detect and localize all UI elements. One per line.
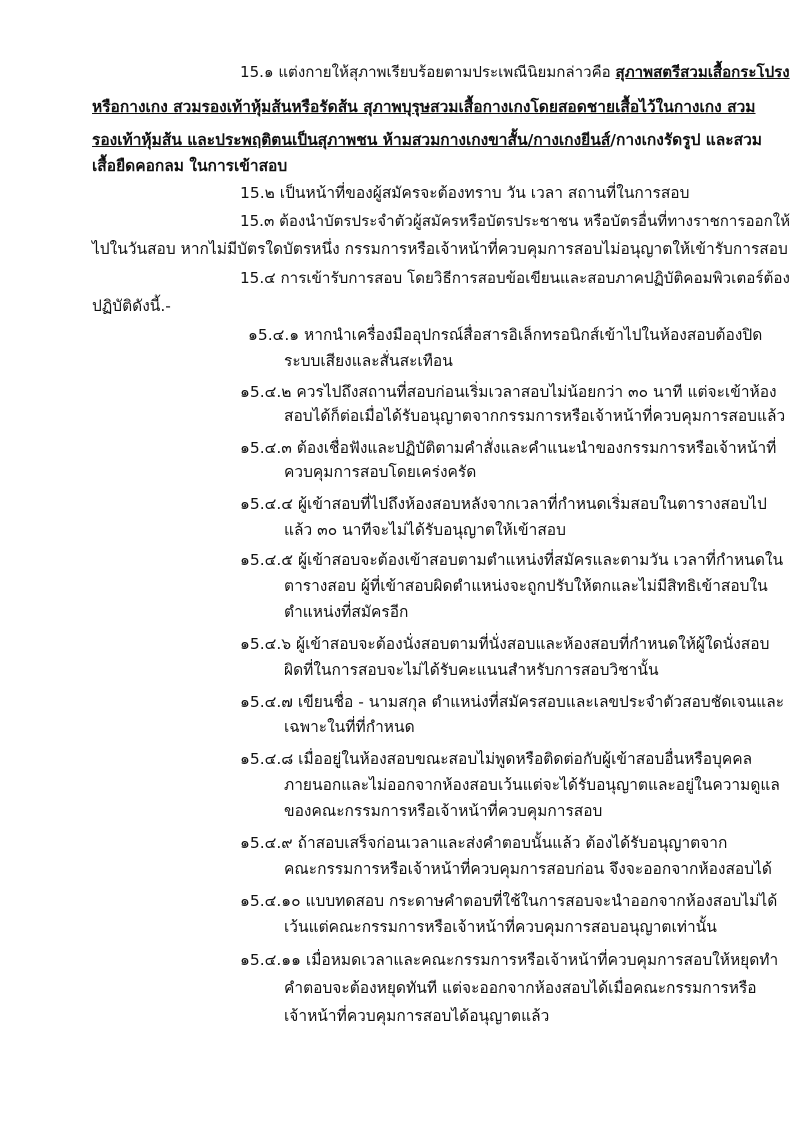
- sub-item-5-line-1: ๑5.๔.๕ ผู้เข้าสอบจะต้องเข้าสอบตามตำแหน่งที่สมัครและตามวัน เวลาที่กำหนดใน: [240, 551, 784, 569]
- sub-item-3-line-1: ๑5.๔.๓ ต้องเชื่อฟังและปฏิบัติตามคำสั่งและคำแนะนำของกรรมการหรือเจ้าหน้าที่: [240, 439, 777, 457]
- sub-item-11-line-3: เจ้าหน้าที่ควบคุมการสอบได้อนุญาตแล้ว: [284, 1007, 550, 1025]
- para-15-3-line-1: 15.๓ ต้องนำบัตรประจำตัวผู้สมัครหรือบัตรประชาชน หรือบัตรอื่นที่ทางราชการออกให้: [240, 212, 791, 230]
- sub-item-8-line-3: ของคณะกรรมการหรือเจ้าหน้าที่ควบคุมการสอบ: [284, 802, 603, 820]
- sub-item-1-line-1: ๑5.๔.๑ หากนำเครื่องมืออุปกรณ์สื่อสารอิเล็กทรอนิกส์เข้าไปในห้องสอบต้องปิด: [248, 326, 763, 344]
- para-15-1-line-4: เสื้อยืดคอกลม ในการเข้าสอบ: [92, 157, 288, 175]
- para-15-1-emphasis: สุภาพสตรีสวมเสื้อกระโปรง: [615, 63, 790, 81]
- sub-item-10-line-1: ๑5.๔.๑๐ แบบทดสอบ กระดาษคำตอบที่ใช้ในการสอบจะนำออกจากห้องสอบไม่ได้: [240, 892, 778, 910]
- sub-item-9-line-2: คณะกรรมการหรือเจ้าหน้าที่ควบคุมการสอบก่อน จึงจะออกจากห้องสอบได้: [284, 860, 772, 878]
- sub-item-10-line-2: เว้นแต่คณะกรรมการหรือเจ้าหน้าที่ควบคุมการสอบอนุญาตเท่านั้น: [284, 918, 717, 936]
- para-15-1-line-1: [240, 62, 790, 82]
- sub-item-8-line-2: ภายนอกและไม่ออกจากห้องสอบเว้นแต่จะได้รับอนุญาตและอยู่ในความดูแล: [284, 776, 780, 794]
- sub-item-9-line-1: ๑5.๔.๙ ถ้าสอบเสร็จก่อนเวลาและส่งคำตอบนั้นแล้ว ต้องได้รับอนุญาตจาก: [240, 834, 728, 852]
- para-15-3-line-2: ไปในวันสอบ หากไม่มีบัตรใดบัตรหนึ่ง กรรมการหรือเจ้าหน้าที่ควบคุมการสอบไม่อนุญาตให้เข้ารับการสอบ: [92, 240, 788, 258]
- sub-item-7-line-2: เฉพาะในที่ที่กำหนด: [284, 718, 415, 736]
- sub-item-11-line-2: คำตอบจะต้องหยุดทันที แต่จะออกจากห้องสอบได้เมื่อคณะกรรมการหรือ: [284, 979, 757, 997]
- para-15-2: 15.๒ เป็นหน้าที่ของผู้สมัครจะต้องทราบ วัน เวลา สถานที่ในการสอบ: [240, 184, 690, 202]
- para-15-4-line-1: 15.๔ การเข้ารับการสอบ โดยวิธีการสอบข้อเขียนและสอบภาคปฏิบัติคอมพิวเตอร์ต้อง: [240, 269, 790, 287]
- para-15-1-emphasis-2: รองเท้าหุ้มส้น และประพฤติตนเป็นสุภาพชน ห้ามสวมกางเกงขาสั้น/กางเกงยีนส์: [92, 131, 611, 149]
- sub-item-8-line-1: ๑5.๔.๘ เมื่ออยู่ในห้องสอบขณะสอบไม่พูดหรือติดต่อกับผู้เข้าสอบอื่นหรือบุคคล: [240, 750, 753, 768]
- sub-item-4-line-2: แล้ว ๓๐ นาทีจะไม่ได้รับอนุญาตให้เข้าสอบ: [284, 521, 566, 539]
- sub-item-6-line-2: ผิดที่ในการสอบจะไม่ได้รับคะแนนสำหรับการสอบวิชานั้น: [284, 661, 659, 679]
- sub-item-1-line-2: ระบบเสียงและสั่นสะเทือน: [284, 352, 453, 370]
- sub-item-2-line-1: ๑5.๔.๒ ควรไปถึงสถานที่สอบก่อนเริ่มเวลาสอบไม่น้อยกว่า ๓๐ นาที แต่จะเข้าห้อง: [240, 383, 777, 401]
- sub-item-6-line-1: ๑5.๔.๖ ผู้เข้าสอบจะต้องนั่งสอบตามที่นั่งสอบและห้องสอบที่กำหนดให้ผู้ใดนั่งสอบ: [240, 635, 770, 653]
- sub-item-5-line-3: ตำแหน่งที่สมัครอีก: [284, 603, 409, 621]
- para-15-1-line-3: [92, 130, 762, 150]
- sub-item-2-line-2: สอบได้ก็ต่อเมื่อได้รับอนุญาตจากกรรมการหรือเจ้าหน้าที่ควบคุมการสอบแล้ว: [284, 407, 786, 425]
- para-15-1-text: 15.๑ แต่งกายให้สุภาพเรียบร้อยตามประเพณีนิยมกล่าวคือ: [240, 63, 616, 81]
- para-15-1-text-2: /กางเกงรัดรูป และสวม: [610, 131, 762, 149]
- sub-item-4-line-1: ๑5.๔.๔ ผู้เข้าสอบที่ไปถึงห้องสอบหลังจากเวลาที่กำหนดเริ่มสอบในตารางสอบไป: [240, 495, 767, 513]
- sub-item-11-line-1: ๑5.๔.๑๑ เมื่อหมดเวลาและคณะกรรมการหรือเจ้าหน้าที่ควบคุมการสอบให้หยุดทำ: [240, 951, 779, 969]
- sub-item-3-line-2: ควบคุมการสอบโดยเคร่งครัด: [284, 463, 477, 481]
- para-15-4-line-2: ปฏิบัติดังนี้.-: [92, 297, 171, 315]
- para-15-1-line-2: หรือกางเกง สวมรองเท้าหุ้มส้นหรือรัดส้น สุภาพบุรุษสวมเสื้อกางเกงโดยสอดชายเสื้อไว้ในกางเกง สวม: [92, 98, 756, 116]
- sub-item-7-line-1: ๑5.๔.๗ เขียนชื่อ - นามสกุล ตำแหน่งที่สมัครสอบและเลขประจำตัวสอบชัดเจนและ: [240, 693, 785, 711]
- sub-item-5-line-2: ตารางสอบ ผู้ที่เข้าสอบผิดตำแหน่งจะถูกปรับให้ตกและไม่มีสิทธิเข้าสอบใน: [284, 577, 768, 595]
